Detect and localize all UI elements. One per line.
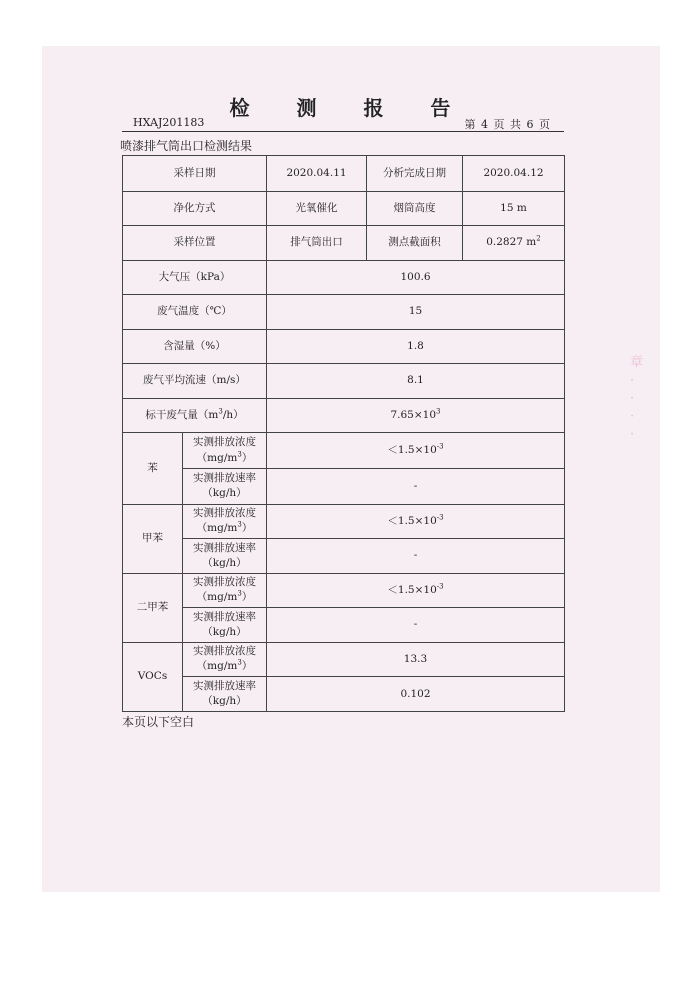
concentration-label: 实测排放浓度 $(mg/m^3)$	[183, 573, 267, 608]
table-row	[123, 608, 565, 643]
rate-label: 实测排放速率 （kg/h）	[183, 468, 267, 504]
pollutant-name: VOCs	[123, 642, 183, 711]
temperature-label: 废气温度（℃）	[123, 295, 267, 330]
sampling-date-label: 采样日期	[123, 156, 267, 192]
rate-value: -	[267, 468, 565, 504]
table-row	[123, 329, 565, 364]
moisture-value: 1.8	[267, 329, 565, 364]
sampling-location-label: 采样位置	[123, 226, 267, 261]
document-title: 检 测 报 告	[229, 96, 471, 120]
pollutant-name: 二甲苯	[123, 573, 183, 642]
pressure-value: 100.6	[267, 260, 565, 295]
concentration-value: $<1.5\times 10^{-3}$	[267, 573, 565, 608]
velocity-value: 8.1	[267, 364, 565, 399]
rate-label: 实测排放速率 （kg/h）	[183, 677, 267, 712]
concentration-label: 实测排放浓度 $(mg/m^3)$	[183, 642, 267, 677]
temperature-value: 15	[267, 295, 565, 330]
table-row	[123, 260, 565, 295]
purification-label: 净化方式	[123, 191, 267, 226]
stack-height-value: 15 m	[463, 191, 565, 226]
concentration-label: 实测排放浓度 $(mg/m^3)$	[183, 433, 267, 469]
table-row	[123, 468, 565, 504]
report-number: HXAJ201183	[133, 116, 205, 129]
table-row	[123, 677, 565, 712]
table-row	[123, 226, 565, 261]
seal-stamp-fragment: 章 · · · ·	[630, 355, 644, 442]
pollutant-name: 苯	[123, 433, 183, 504]
concentration-value: 13.3	[267, 642, 565, 677]
analysis-date-value: 2020.04.12	[463, 156, 565, 192]
pollutant-name: 甲苯	[123, 504, 183, 573]
purification-value: 光氧催化	[267, 191, 367, 226]
table-row	[123, 156, 565, 192]
table-row	[123, 191, 565, 226]
table-row	[123, 642, 565, 677]
pressure-label: 大气压（kPa）	[123, 260, 267, 295]
table-row	[123, 433, 565, 469]
cross-section-label: 测点截面积	[367, 226, 463, 261]
table-row	[123, 573, 565, 608]
flow-label: 标干废气量$(m^3/h)$	[123, 398, 267, 433]
velocity-label: 废气平均流速（m/s）	[123, 364, 267, 399]
concentration-label: 实测排放浓度 $(mg/m^3)$	[183, 504, 267, 539]
section-title: 喷漆排气筒出口检测结果	[120, 139, 253, 153]
sampling-date-value: 2020.04.11	[267, 156, 367, 192]
table-row	[123, 364, 565, 399]
table-row	[123, 398, 565, 433]
moisture-label: 含湿量（%）	[123, 329, 267, 364]
rate-label: 实测排放速率 （kg/h）	[183, 608, 267, 643]
rate-label: 实测排放速率 （kg/h）	[183, 539, 267, 574]
stack-height-label: 烟筒高度	[367, 191, 463, 226]
rate-value: -	[267, 539, 565, 574]
table-row	[123, 295, 565, 330]
sampling-location-value: 排气筒出口	[267, 226, 367, 261]
analysis-date-label: 分析完成日期	[367, 156, 463, 192]
report-meta	[133, 116, 551, 132]
results-table	[122, 155, 565, 712]
table-row	[123, 539, 565, 574]
page-indicator: 第 4 页 共 6 页	[464, 118, 551, 131]
cross-section-value: 0.2827 $m^2$	[463, 226, 565, 261]
footer-note: 本页以下空白	[122, 715, 195, 729]
rate-value: 0.102	[267, 677, 565, 712]
header-rule	[122, 131, 564, 132]
table-row	[123, 504, 565, 539]
rate-value: -	[267, 608, 565, 643]
flow-value: $7.65\times 10^3$	[267, 398, 565, 433]
concentration-value: $<1.5\times 10^{-3}$	[267, 504, 565, 539]
concentration-value: $<1.5\times 10^{-3}$	[267, 433, 565, 469]
